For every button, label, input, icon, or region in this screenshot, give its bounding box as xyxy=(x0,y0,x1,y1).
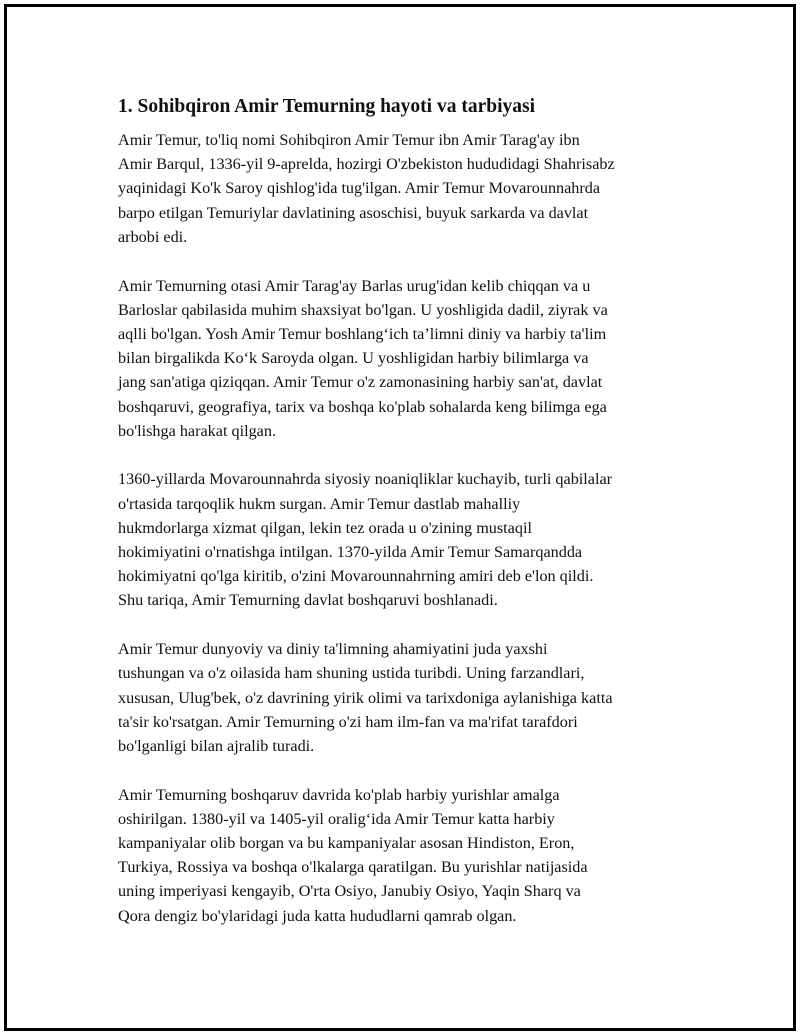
text-line: bo'lishga harakat qilgan. xyxy=(118,421,277,440)
text-line: aqlli bo'lgan. Yosh Amir Temur boshlang‘ich ta’limni diniy va harbiy ta'lim xyxy=(118,324,607,343)
text-line: barpo etilgan Temuriylar davlatining asoschisi, buyuk sarkarda va davlat xyxy=(118,203,589,222)
text-line: jang san'atiga qiziqqan. Amir Temur o'z zamonasining harbiy san'at, davlat xyxy=(118,373,603,392)
text-line: bilan birgalikda Ko‘k Saroyda olgan. U yoshligidan harbiy bilimlarga va xyxy=(118,349,589,368)
text-line: Qora dengiz bo'ylaridagi juda katta hududlarni qamrab olgan. xyxy=(118,906,517,925)
text-line: Amir Temur, to'liq nomi Sohibqiron Amir Temur ibn Amir Tarag'ay ibn xyxy=(118,131,580,149)
paragraph-birth xyxy=(118,128,692,249)
text-line: boshqaruvi, geografiya, tarix va boshqa ko'plab sohalarda keng bilimga ega xyxy=(118,397,607,416)
text-line: Turkiya, Rossiya va boshqa o'lkalarga qaratilgan. Bu yurishlar natijasida xyxy=(118,858,588,877)
text-line: bo'lganligi bilan ajralib turadi. xyxy=(118,736,315,755)
paragraph-upbringing xyxy=(118,274,692,443)
text-line: 1360-yillarda Movarounnahrda siyosiy noaniqliklar kuchayib, turli qabilalar xyxy=(118,470,613,489)
paragraph-campaigns xyxy=(118,783,692,928)
text-line: Shu tariqa, Amir Temurning davlat boshqaruvi boshlanadi. xyxy=(118,591,498,610)
document-body xyxy=(118,94,692,952)
text-line: kampaniyalar olib borgan va bu kampaniyalar asosan Hindiston, Eron, xyxy=(118,834,575,853)
text-line: Amir Temurning boshqaruv davrida ko'plab harbiy yurishlar amalga xyxy=(118,785,560,804)
text-line: hokimiyatini o'rnatishga intilgan. 1370-yilda Amir Temur Samarqandda xyxy=(118,543,583,562)
text-line: yaqinidagi Ko'k Saroy qishlog'ida tug'ilgan. Amir Temur Movarounnahrda xyxy=(118,179,601,198)
text-line: uning imperiyasi kengayib, O'rta Osiyo, Janubiy Osiyo, Yaqin Sharq va xyxy=(118,882,581,901)
text-line: Amir Temurning otasi Amir Tarag'ay Barlas urug'idan kelib chiqqan va u xyxy=(118,276,591,295)
section-title: 1. Sohibqiron Amir Temurning hayoti va tarbiyasi xyxy=(118,96,536,117)
text-line: hokimiyatni qo'lga kiritib, o'zini Movarounnahrning amiri deb e'lon qildi. xyxy=(118,567,594,586)
paragraph-rise-to-power xyxy=(118,467,692,612)
paragraph-education xyxy=(118,637,692,758)
text-line: Barloslar qabilasida muhim shaxsiyat bo'lgan. U yoshligida dadil, ziyrak va xyxy=(118,300,608,319)
text-line: arbobi edi. xyxy=(118,227,188,246)
text-line: Amir Temur dunyoviy va diniy ta'limning ahamiyatini juda yaxshi xyxy=(118,640,548,659)
text-line: o'rtasida tarqoqlik hukm surgan. Amir Temur dastlab mahalliy xyxy=(118,494,521,513)
text-line: tushungan va o'z oilasida ham shuning ustida turibdi. Uning farzandlari, xyxy=(118,664,585,683)
text-line: oshirilgan. 1380-yil va 1405-yil oralig‘ida Amir Temur katta harbiy xyxy=(118,809,555,828)
text-line: ta'sir ko'rsatgan. Amir Temurning o'zi ham ilm-fan va ma'rifat tarafdori xyxy=(118,712,578,731)
text-line: xususan, Ulug'bek, o'z davrining yirik olimi va tarixdoniga aylanishiga katta xyxy=(118,688,613,707)
text-line: hukmdorlarga xizmat qilgan, lekin tez orada u o'zining mustaqil xyxy=(118,518,532,537)
text-line: Amir Barqul, 1336-yil 9-aprelda, hozirgi O'zbekiston hududidagi Shahrisabz xyxy=(118,155,615,174)
